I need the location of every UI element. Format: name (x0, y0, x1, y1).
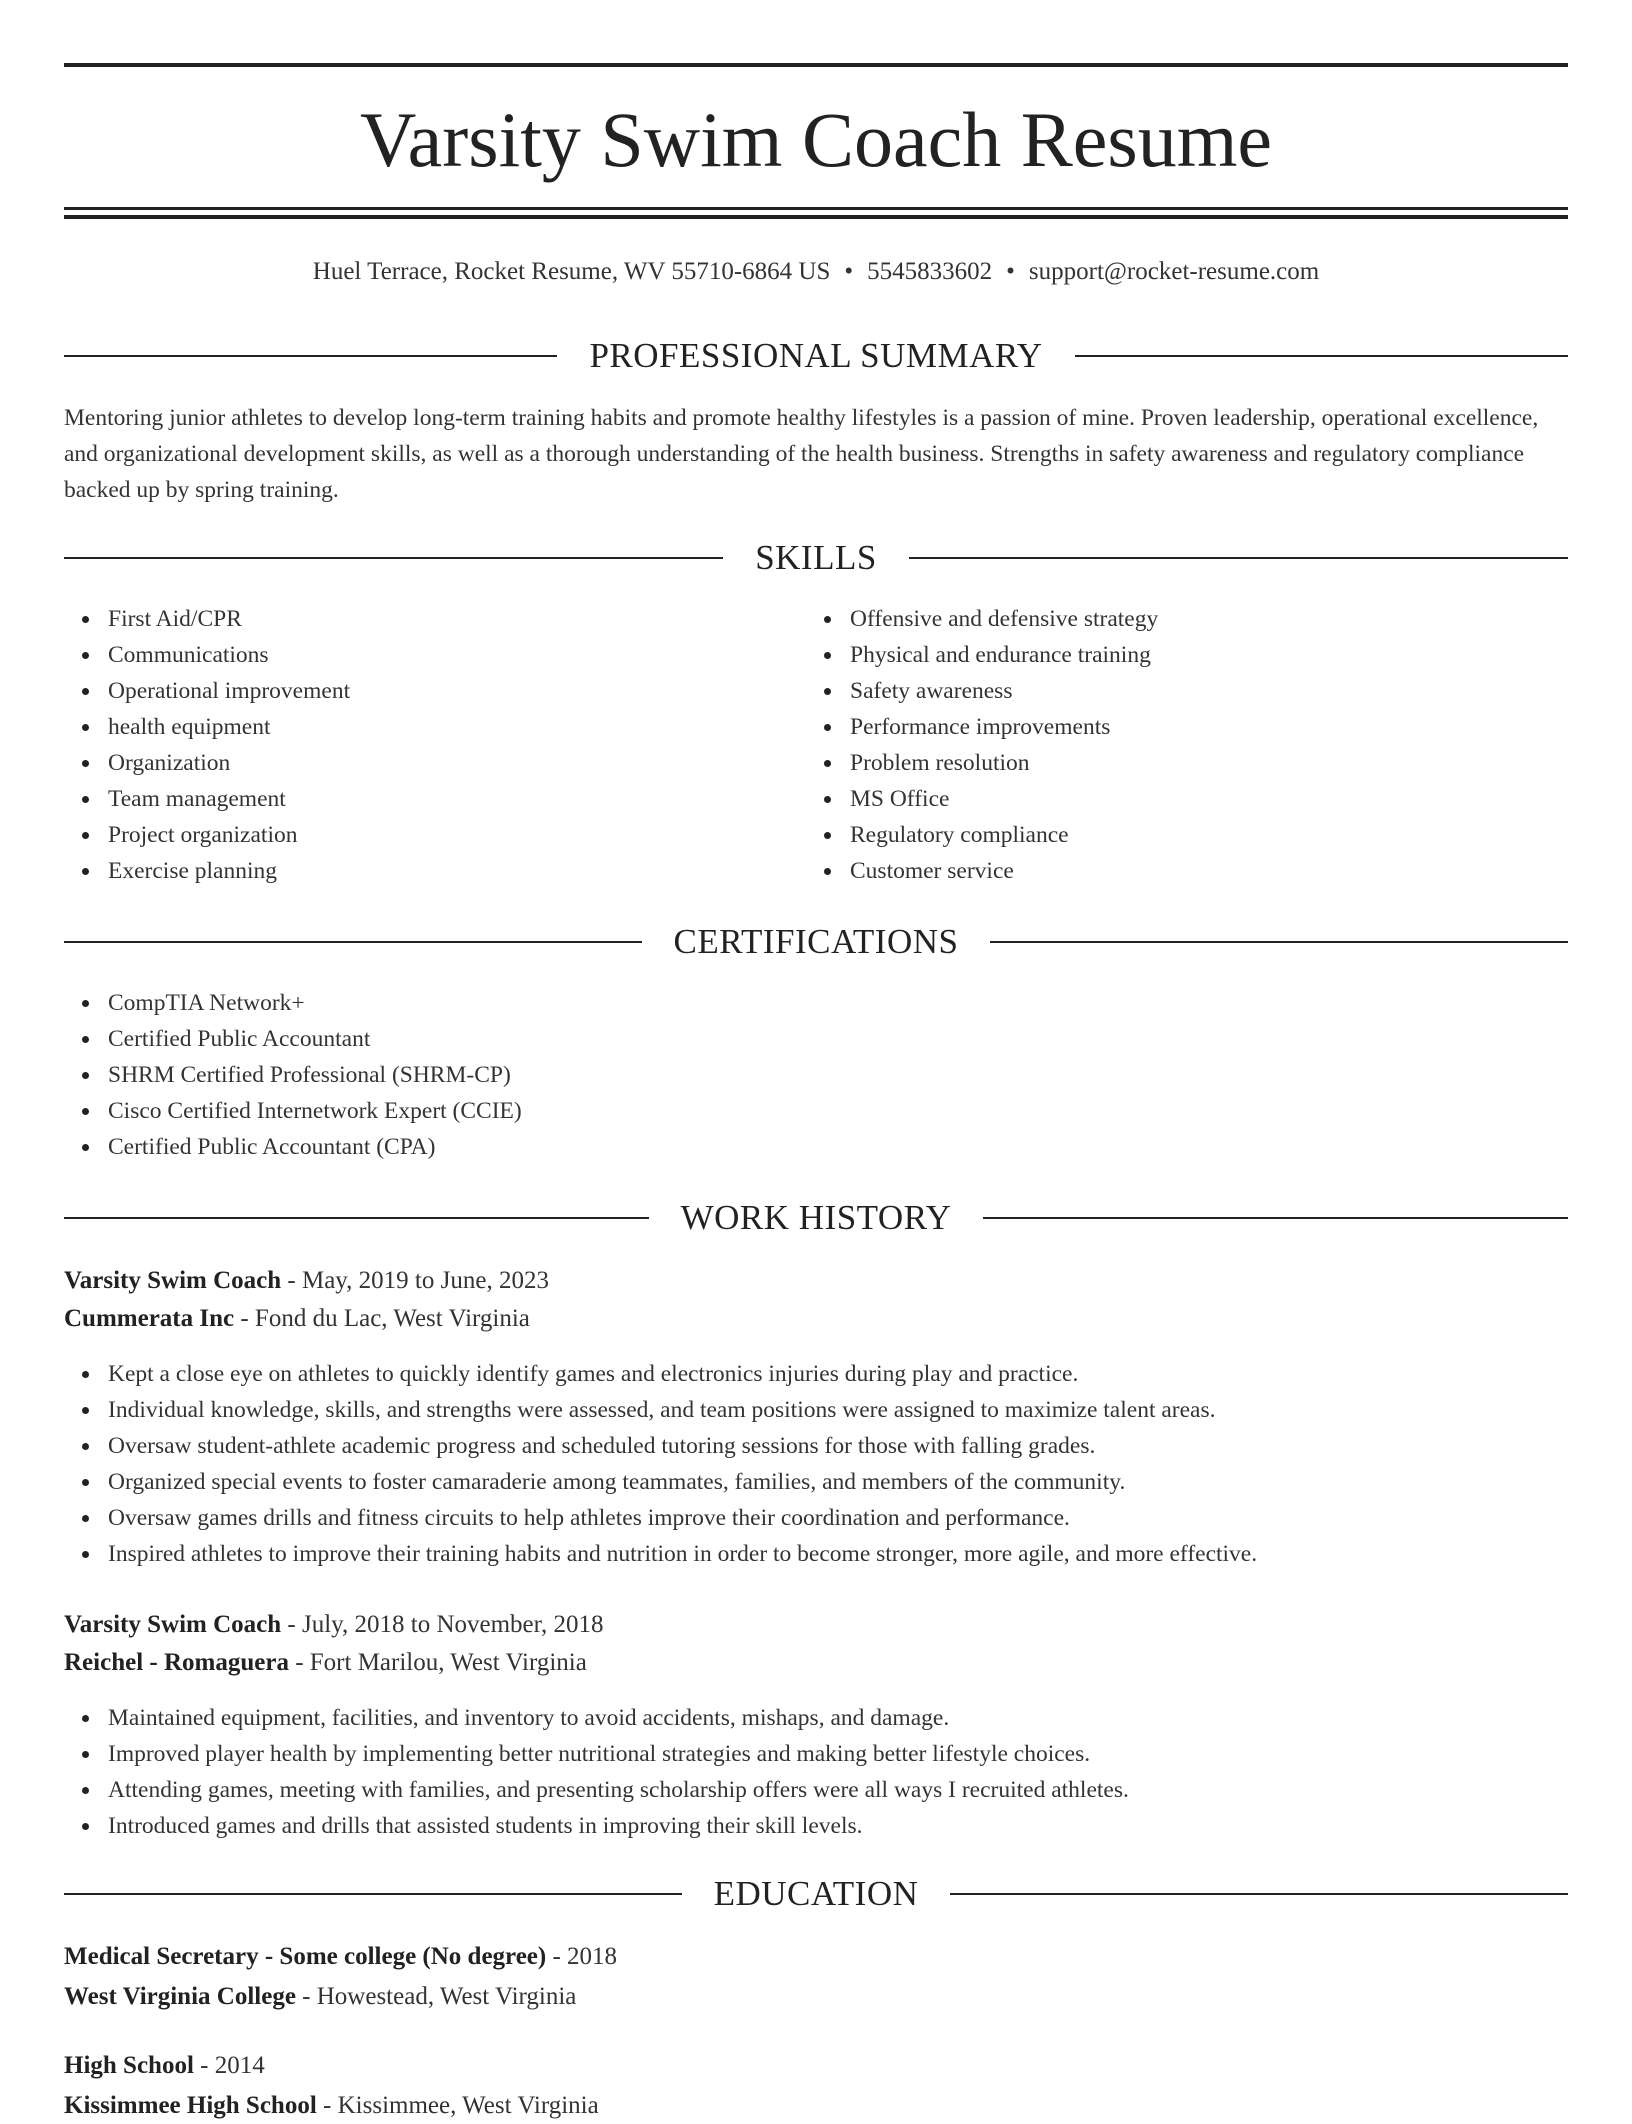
skill-item: Safety awareness (850, 673, 1158, 709)
skills-list-left (64, 601, 350, 889)
job-location: - Fond du Lac, West Virginia (234, 1305, 530, 1332)
divider-line (64, 941, 642, 943)
education-degree: Medical Secretary - Some college (No degree) (64, 1943, 547, 1970)
section-title-skills: SKILLS (755, 538, 877, 577)
section-title-summary: PROFESSIONAL SUMMARY (589, 336, 1043, 375)
divider-line (983, 1217, 1568, 1219)
job-company: Cummerata Inc (64, 1305, 235, 1332)
job-location: - Fort Marilou, West Virginia (288, 1649, 587, 1676)
certification-item: Cisco Certified Internetwork Expert (CCIE) (108, 1093, 522, 1129)
divider-line (909, 557, 1568, 559)
job-company-line (64, 1301, 530, 1337)
education-school: West Virginia College (64, 1983, 296, 2010)
job-company-line (64, 1645, 587, 1681)
title-rule-upper (64, 207, 1568, 210)
skill-item: Physical and endurance training (850, 637, 1158, 673)
contact-separator: • (1006, 258, 1015, 285)
education-school-line (64, 1979, 576, 2015)
job-duty-item: Introduced games and drills that assisted students in improving their skill levels. (108, 1808, 1129, 1844)
job-duty-item: Oversaw student-athlete academic progress and scheduled tutoring sessions for those with falling grades. (108, 1428, 1257, 1464)
skill-item: Regulatory compliance (850, 817, 1158, 853)
skill-item: Exercise planning (108, 853, 350, 889)
job-title: Varsity Swim Coach (64, 1611, 282, 1638)
section-title-certifications: CERTIFICATIONS (673, 922, 959, 961)
education-school: Kissimmee High School (64, 2092, 317, 2119)
contact-phone: 5545833602 (867, 258, 993, 285)
skill-item: Customer service (850, 853, 1158, 889)
skill-item: Performance improvements (850, 709, 1158, 745)
skill-item: Organization (108, 745, 350, 781)
certifications-list (64, 985, 522, 1165)
job-title-line (64, 1607, 603, 1643)
education-location: - Howestead, West Virginia (295, 1983, 577, 2010)
skill-item: Communications (108, 637, 350, 673)
contact-email: support@rocket-resume.com (1028, 258, 1320, 285)
summary-text: Mentoring junior athletes to develop long-term training habits and promote healthy lifestyles is a passion of mine. Proven leadership, operational excellence, and organizational development skills, as well as a thorough understanding of the health business. Strengths in safety awareness and regulatory compliance backed up by spring training. (64, 405, 1539, 503)
job-duty-item: Inspired athletes to improve their training habits and nutrition in order to become stronger, more agile, and more effective. (108, 1536, 1257, 1572)
divider-line (64, 557, 723, 559)
job-dates: - July, 2018 to November, 2018 (281, 1611, 604, 1638)
job-duty-item: Improved player health by implementing better nutritional strategies and making better lifestyle choices. (108, 1736, 1129, 1772)
certification-item: Certified Public Accountant (108, 1021, 522, 1057)
job-duty-item: Oversaw games drills and fitness circuits to help athletes improve their coordination and performance. (108, 1500, 1257, 1536)
section-title-work-history: WORK HISTORY (680, 1198, 952, 1237)
skill-item: Team management (108, 781, 350, 817)
education-location: - Kissimmee, West Virginia (316, 2092, 599, 2119)
skill-item: Offensive and defensive strategy (850, 601, 1158, 637)
education-degree-line (64, 2048, 265, 2084)
section-title-education: EDUCATION (713, 1874, 919, 1913)
section-header-work-history (64, 1196, 1568, 1240)
contact-separator: • (844, 258, 854, 285)
skill-item: health equipment (108, 709, 350, 745)
divider-line (1075, 355, 1568, 357)
skill-item: Project organization (108, 817, 350, 853)
certification-item: Certified Public Accountant (CPA) (108, 1129, 522, 1165)
job-company: Reichel - Romaguera (64, 1649, 289, 1676)
divider-line (990, 941, 1568, 943)
education-year: - 2018 (546, 1943, 618, 1970)
education-school-line (64, 2088, 599, 2124)
education-degree-line (64, 1939, 617, 1975)
skill-item: MS Office (850, 781, 1158, 817)
divider-line (64, 1217, 649, 1219)
education-degree: High School (64, 2052, 194, 2079)
skill-item: Problem resolution (850, 745, 1158, 781)
job-duty-item: Maintained equipment, facilities, and inventory to avoid accidents, mishaps, and damage. (108, 1700, 1129, 1736)
job-duties-list (64, 1356, 1257, 1572)
education-year: - 2014 (193, 2052, 265, 2079)
title-rule-lower (64, 215, 1568, 219)
section-header-education (64, 1872, 1568, 1916)
contact-address: Huel Terrace, Rocket Resume, WV 55710-6864 US (312, 258, 831, 285)
job-dates: - May, 2019 to June, 2023 (281, 1267, 549, 1294)
job-duty-item: Kept a close eye on athletes to quickly identify games and electronics injuries during play and practice. (108, 1356, 1257, 1392)
job-title: Varsity Swim Coach (64, 1267, 282, 1294)
job-title-line (64, 1263, 549, 1299)
top-rule (64, 63, 1568, 67)
section-header-summary (64, 334, 1568, 378)
job-duty-item: Organized special events to foster camaraderie among teammates, families, and members of the community. (108, 1464, 1257, 1500)
contact-line (64, 254, 1568, 290)
job-duty-item: Individual knowledge, skills, and strengths were assessed, and team positions were assigned to maximize talent areas. (108, 1392, 1257, 1428)
skill-item: Operational improvement (108, 673, 350, 709)
section-header-skills (64, 536, 1568, 580)
certification-item: SHRM Certified Professional (SHRM-CP) (108, 1057, 522, 1093)
skills-list-right (806, 601, 1158, 889)
job-duties-list (64, 1700, 1129, 1844)
section-header-certifications (64, 920, 1568, 964)
divider-line (64, 355, 557, 357)
divider-line (64, 1893, 682, 1895)
job-duty-item: Attending games, meeting with families, and presenting scholarship offers were all ways I recruited athletes. (108, 1772, 1129, 1808)
skill-item: First Aid/CPR (108, 601, 350, 637)
divider-line (950, 1893, 1568, 1895)
certification-item: CompTIA Network+ (108, 985, 522, 1021)
resume-title: Varsity Swim Coach Resume (359, 96, 1273, 183)
